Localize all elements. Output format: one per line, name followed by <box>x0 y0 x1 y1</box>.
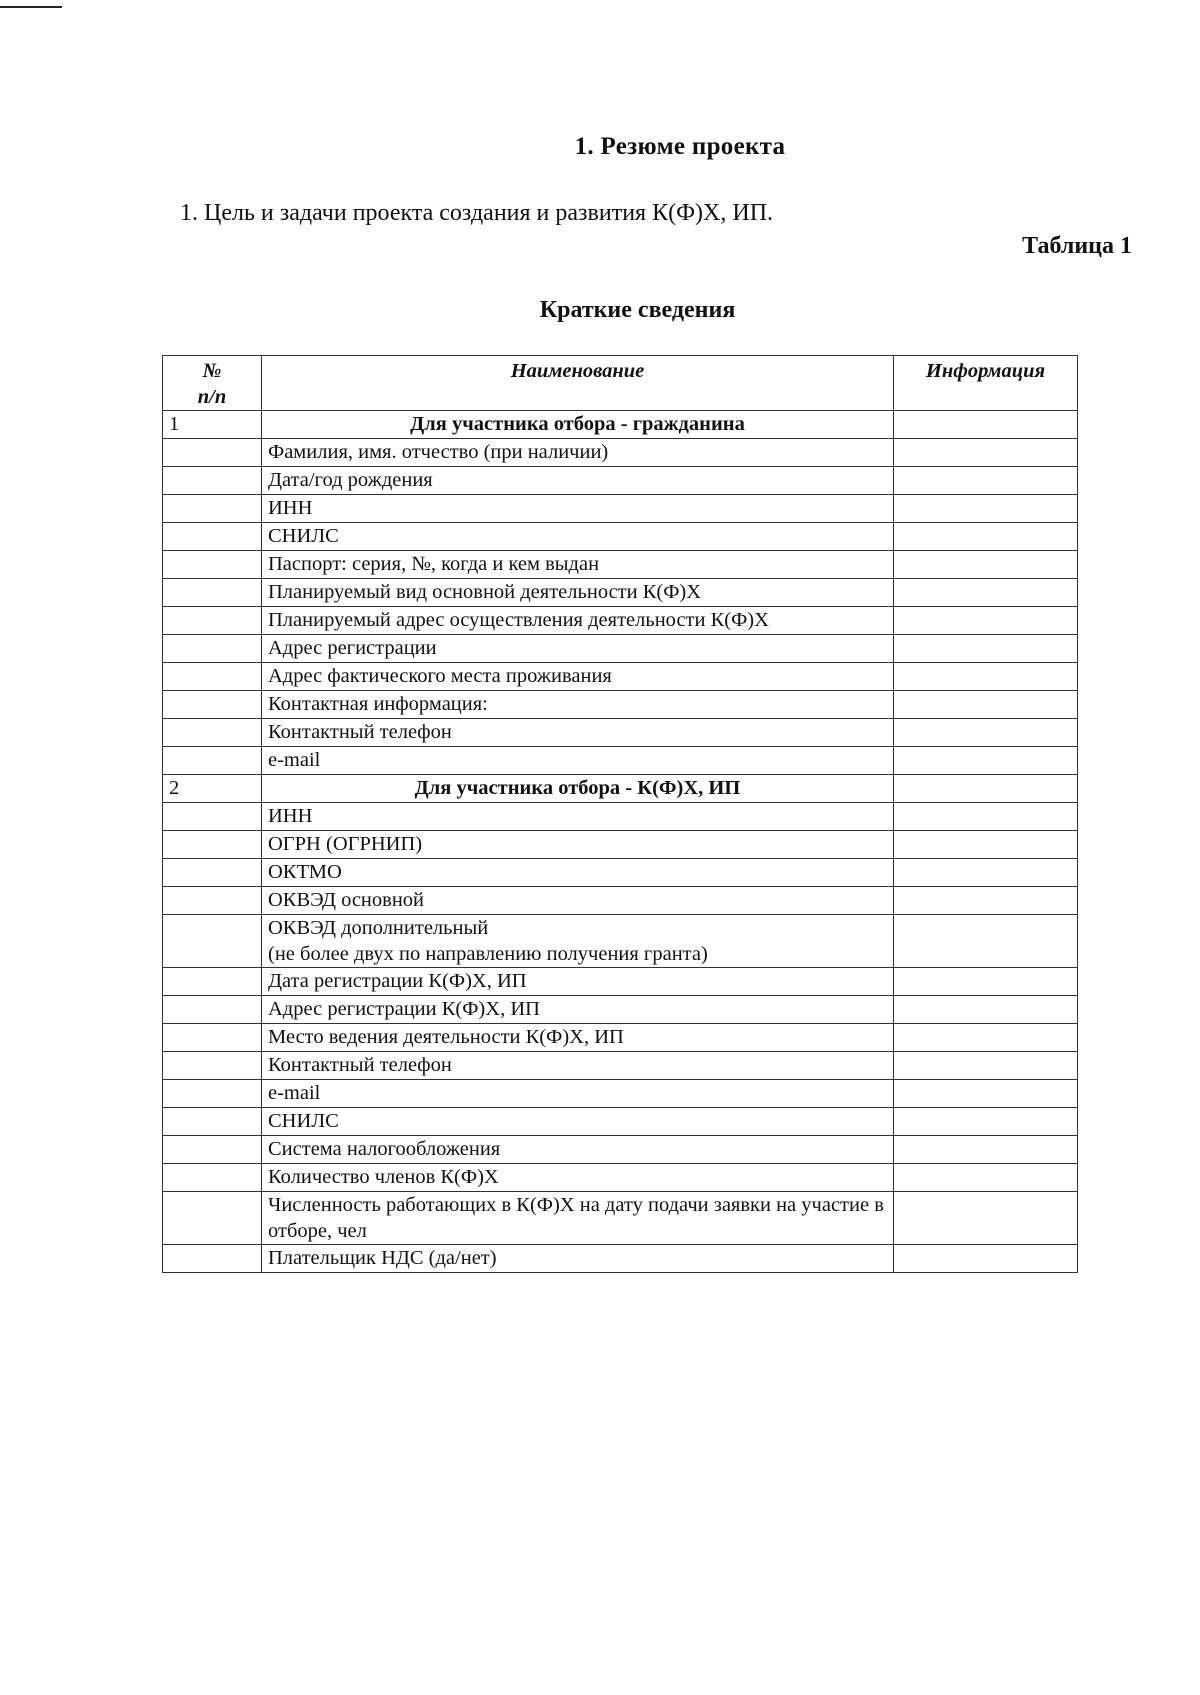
info-cell[interactable] <box>894 859 1078 887</box>
row-label: Численность работающих в К(Ф)Х на дату подачи заявки на участие в отборе, чел <box>262 1192 894 1245</box>
row-number-cell <box>163 996 262 1024</box>
table-row <box>163 439 1078 467</box>
table-group-row <box>163 411 1078 439</box>
group-title: Для участника отбора - гражданина <box>262 411 894 439</box>
row-label: Дата регистрации К(Ф)Х, ИП <box>262 968 894 996</box>
row-label: Адрес фактического места проживания <box>262 663 894 691</box>
row-label: Количество членов К(Ф)Х <box>262 1164 894 1192</box>
row-label: Адрес регистрации К(Ф)Х, ИП <box>262 996 894 1024</box>
row-number-cell <box>163 1136 262 1164</box>
row-number-cell <box>163 439 262 467</box>
table-row <box>163 859 1078 887</box>
info-cell[interactable] <box>894 579 1078 607</box>
info-cell[interactable] <box>894 551 1078 579</box>
row-number-cell <box>163 1245 262 1273</box>
table-row <box>163 523 1078 551</box>
row-label: Адрес регистрации <box>262 635 894 663</box>
info-cell[interactable] <box>894 1192 1078 1245</box>
table-row <box>163 579 1078 607</box>
info-cell[interactable] <box>894 775 1078 803</box>
info-cell[interactable] <box>894 1108 1078 1136</box>
table-row <box>163 1136 1078 1164</box>
info-cell[interactable] <box>894 523 1078 551</box>
header-number <box>163 356 262 411</box>
info-cell[interactable] <box>894 1164 1078 1192</box>
table-row <box>163 635 1078 663</box>
row-label: Место ведения деятельности К(Ф)Х, ИП <box>262 1024 894 1052</box>
table-row <box>163 1052 1078 1080</box>
row-number-cell <box>163 968 262 996</box>
info-cell[interactable] <box>894 1245 1078 1273</box>
table-caption: Краткие сведения <box>539 297 736 323</box>
info-cell[interactable] <box>894 968 1078 996</box>
table-row <box>163 915 1078 968</box>
header-number-line1: № <box>202 360 222 382</box>
info-cell[interactable] <box>894 411 1078 439</box>
row-label: e-mail <box>262 747 894 775</box>
row-number-cell <box>163 1080 262 1108</box>
table-row <box>163 887 1078 915</box>
row-number-cell <box>163 831 262 859</box>
group-number: 2 <box>163 775 262 803</box>
table-row <box>163 691 1078 719</box>
row-label: e-mail <box>262 1080 894 1108</box>
goal-line: 1. Цель и задачи проекта создания и развития К(Ф)Х, ИП. <box>180 200 774 226</box>
table-row <box>163 607 1078 635</box>
info-cell[interactable] <box>894 719 1078 747</box>
table-row <box>163 831 1078 859</box>
table-group-row <box>163 775 1078 803</box>
row-number-cell <box>163 1052 262 1080</box>
row-label: Контактная информация: <box>262 691 894 719</box>
row-label: ОГРН (ОГРНИП) <box>262 831 894 859</box>
header-name: Наименование <box>262 356 894 411</box>
row-number-cell <box>163 523 262 551</box>
table-row <box>163 1108 1078 1136</box>
info-cell[interactable] <box>894 439 1078 467</box>
info-cell[interactable] <box>894 607 1078 635</box>
table-row <box>163 803 1078 831</box>
info-cell[interactable] <box>894 831 1078 859</box>
table-row <box>163 747 1078 775</box>
info-cell[interactable] <box>894 663 1078 691</box>
row-label: Планируемый вид основной деятельности К(Ф)Х <box>262 579 894 607</box>
row-label: Планируемый адрес осуществления деятельности К(Ф)Х <box>262 607 894 635</box>
row-number-cell <box>163 635 262 663</box>
row-number-cell <box>163 859 262 887</box>
row-label: Контактный телефон <box>262 1052 894 1080</box>
group-number: 1 <box>163 411 262 439</box>
info-cell[interactable] <box>894 915 1078 968</box>
row-number-cell <box>163 887 262 915</box>
row-label: Система налогообложения <box>262 1136 894 1164</box>
row-label: ОКВЭД дополнительный (не более двух по направлению получения гранта) <box>262 915 894 968</box>
table-row <box>163 968 1078 996</box>
row-number-cell <box>163 915 262 968</box>
table-row <box>163 719 1078 747</box>
row-number-cell <box>163 1108 262 1136</box>
row-number-cell <box>163 551 262 579</box>
info-cell[interactable] <box>894 996 1078 1024</box>
table-label: Таблица 1 <box>1022 233 1132 259</box>
header-info: Информация <box>894 356 1078 411</box>
row-label: Фамилия, имя. отчество (при наличии) <box>262 439 894 467</box>
row-number-cell <box>163 747 262 775</box>
row-number-cell <box>163 467 262 495</box>
row-number-cell <box>163 1192 262 1245</box>
corner-rule <box>0 6 62 8</box>
row-label: ОКВЭД основной <box>262 887 894 915</box>
info-cell[interactable] <box>894 747 1078 775</box>
info-cell[interactable] <box>894 495 1078 523</box>
row-number-cell <box>163 1024 262 1052</box>
row-number-cell <box>163 719 262 747</box>
info-cell[interactable] <box>894 803 1078 831</box>
header-number-line2: п/п <box>197 386 227 408</box>
table-row <box>163 551 1078 579</box>
row-label: СНИЛС <box>262 1108 894 1136</box>
row-label: Плательщик НДС (да/нет) <box>262 1245 894 1273</box>
group-title: Для участника отбора - К(Ф)Х, ИП <box>262 775 894 803</box>
row-label: ИНН <box>262 495 894 523</box>
row-label: ИНН <box>262 803 894 831</box>
table-row <box>163 1245 1078 1273</box>
info-cell[interactable] <box>894 1024 1078 1052</box>
row-label: ОКТМО <box>262 859 894 887</box>
table-row <box>163 1080 1078 1108</box>
row-number-cell <box>163 495 262 523</box>
table-row <box>163 1192 1078 1245</box>
table-row <box>163 1024 1078 1052</box>
row-number-cell <box>163 691 262 719</box>
row-label: Контактный телефон <box>262 719 894 747</box>
table-header-row <box>163 356 1078 411</box>
row-number-cell <box>163 803 262 831</box>
row-number-cell <box>163 607 262 635</box>
table-row <box>163 495 1078 523</box>
table-row <box>163 1164 1078 1192</box>
info-cell[interactable] <box>894 691 1078 719</box>
info-cell[interactable] <box>894 467 1078 495</box>
row-number-cell <box>163 663 262 691</box>
info-cell[interactable] <box>894 1080 1078 1108</box>
row-label: Дата/год рождения <box>262 467 894 495</box>
row-number-cell <box>163 579 262 607</box>
info-cell[interactable] <box>894 1136 1078 1164</box>
info-cell[interactable] <box>894 887 1078 915</box>
info-cell[interactable] <box>894 1052 1078 1080</box>
row-label: Паспорт: серия, №, когда и кем выдан <box>262 551 894 579</box>
table-row <box>163 467 1078 495</box>
row-label: СНИЛС <box>262 523 894 551</box>
table-row <box>163 663 1078 691</box>
summary-table <box>162 355 1078 1273</box>
table-row <box>163 996 1078 1024</box>
info-cell[interactable] <box>894 635 1078 663</box>
section-title: 1. Резюме проекта <box>574 133 786 160</box>
table-body <box>163 411 1078 1273</box>
row-number-cell <box>163 1164 262 1192</box>
